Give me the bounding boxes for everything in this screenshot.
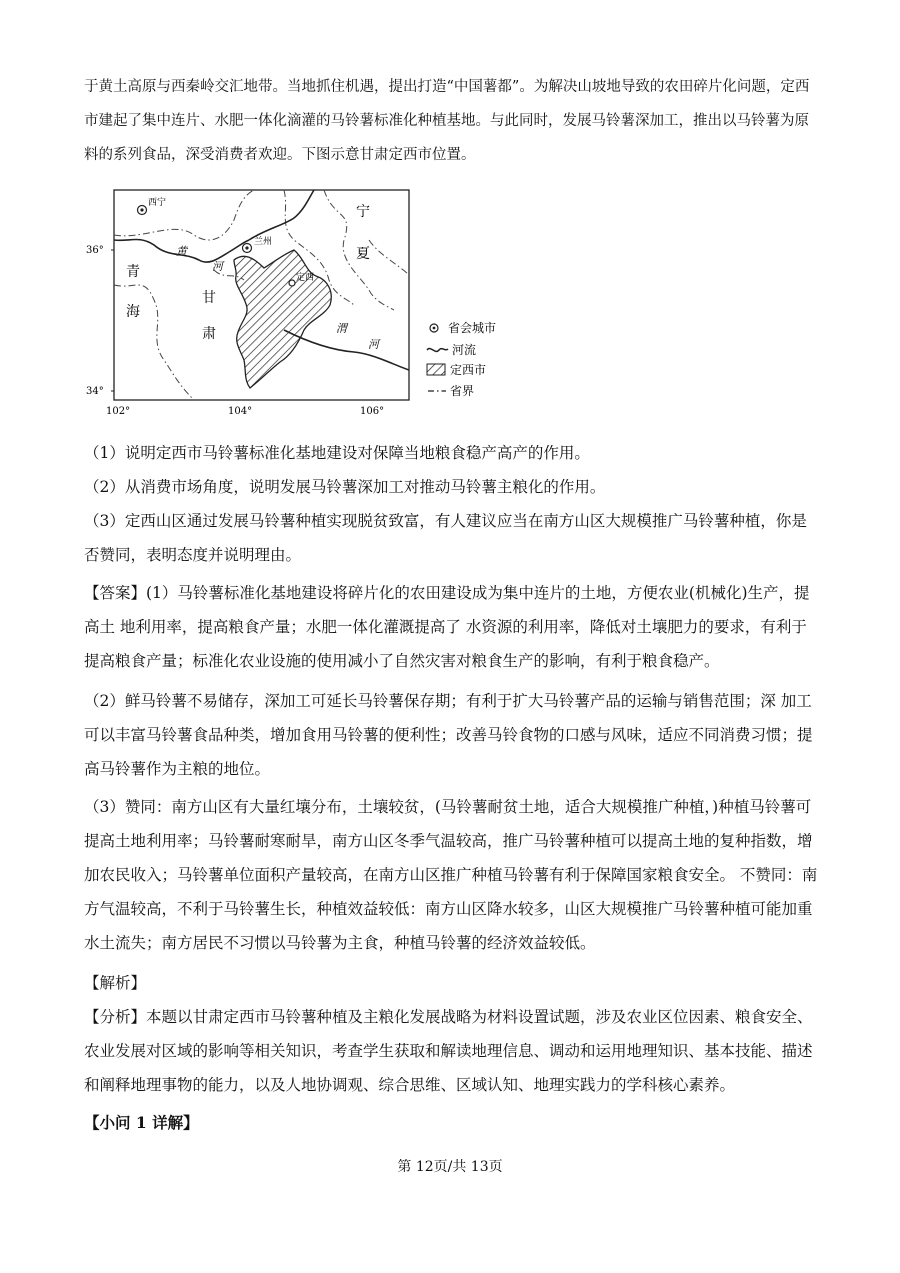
city-xining-label: 西宁 (148, 198, 167, 208)
sub-question-1-heading: 【小问 1 详解】 (84, 1113, 199, 1132)
location-map (84, 180, 514, 418)
jiexi-heading: 【解析】 (84, 974, 147, 992)
river-he1: 河 (212, 260, 223, 273)
river-huang: 黄 (176, 245, 187, 258)
question-2: （2）从消费市场角度，说明发展马铃薯深加工对推动马铃薯主粮化的作用。 (84, 478, 606, 496)
analysis-paragraph: 【分析】本题以甘肃定西市马铃薯种植及主粮化发展战略为材料设置试题，涉及农业区位因素、粮食安全、农业发展对区域的影响等相关知识，考查学生获取和解读地理信息、调动和运用地理知识、基本技能、描述和阐释地理事物的能力，以及人地协调观、综合思维、区域认知、地理实践力的学科核心素养。 (84, 1008, 813, 1094)
region-hai: 海 (126, 304, 140, 320)
region-ning: 宁 (356, 204, 370, 220)
intro-paragraph: 于黄土高原与西秦岭交汇地带。当地抓住机遇，提出打造“中国薯都”。为解决山坡地导致的农田碎片化问题，定西市建起了集中连片、水肥一体化滴灌的马铃薯标准化种植基地。与此同时，发展马铃薯深加工，推出以马铃薯为原料的系列食品，深受消费者欢迎。下图示意甘肃定西市位置。 (84, 79, 810, 163)
page-footer: 第 12页/共 13页 (397, 1159, 503, 1175)
lon-102-label: 102° (106, 406, 131, 417)
legend-dingxi-label: 定西市 (450, 363, 487, 377)
lon-106-label: 106° (360, 406, 385, 417)
lon-104-label: 104° (228, 406, 253, 417)
river-wei: 渭 (336, 322, 347, 335)
answer-3: （3）赞同：南方山区有大量红壤分布，土壤较贫，(马铃薯耐贫土地，适合大规模推广种植，)种植马铃薯可 提高土地利用率；马铃薯耐寒耐旱，南方山区冬季气温较高，推广马铃薯种植可以提高土地的复种指数，增加农民收入；马铃薯单位面积产量较高，在南方山区推广种植马铃薯有利于保障国家粮食安全。 不赞同：南方气温较高，不利于马铃薯生长，种植效益较低：南方山区降水较多，山区大规模推广马铃薯种植可能加重水土流失；南方居民不习惯以马铃薯为主食，种植马铃薯的经济效益较低。 (84, 798, 818, 952)
city-lanzhou-label: 兰州 (254, 237, 273, 247)
region-xia: 夏 (356, 246, 370, 262)
answer-1: 【答案】(1）马铃薯标准化基地建设将碎片化的农田建设成为集中连片的土地，方便农业(机械化)生产，提高土 地利用率，提高粮食产量；水肥一体化灌溉提高了 水资源的利用率，降低对土壤肥力的要求，有利于提高粮食产量；标准化农业设施的使用减小了自然灾害对粮食生产的影响，有利于粮食稳产。 (84, 584, 810, 670)
xining-marker (138, 206, 147, 215)
legend-boundary-label: 省界 (450, 384, 475, 398)
city-dingxi-label: 定西 (296, 273, 315, 283)
river-he2: 河 (368, 338, 379, 351)
legend-river-label: 河流 (452, 343, 477, 357)
region-gan: 甘 (202, 290, 216, 306)
question-3: （3）定西山区通过发展马铃薯种植实现脱贫致富，有人建议应当在南方山区大规模推广马铃薯种植，你是否赞同，表明态度并说明理由。 (84, 512, 807, 564)
legend-capital-icon (430, 324, 438, 332)
answer-2: （2）鲜马铃薯不易储存，深加工可延长马铃薯保存期；有利于扩大马铃薯产品的运输与销售范围；深 加工可以丰富马铃薯食品种类，增加食用马铃薯的便利性；改善马铃食物的口感与风味，适应不同消费习惯；提高马铃薯作为主粮的地位。 (84, 692, 813, 778)
dingxi-marker (289, 280, 295, 286)
lanzhou-marker (243, 244, 252, 253)
legend-dingxi-icon (427, 364, 445, 375)
legend-river-icon (427, 349, 448, 352)
legend (427, 320, 496, 398)
legend-capital-label: 省会城市 (448, 321, 497, 335)
lat-34-label: 34° (86, 386, 104, 397)
lat-36-label: 36° (86, 245, 104, 256)
region-qing: 青 (126, 264, 140, 280)
question-1: （1）说明定西市马铃薯标准化基地建设对保障当地粮食稳产高产的作用。 (84, 444, 590, 462)
region-su: 肃 (202, 326, 216, 342)
